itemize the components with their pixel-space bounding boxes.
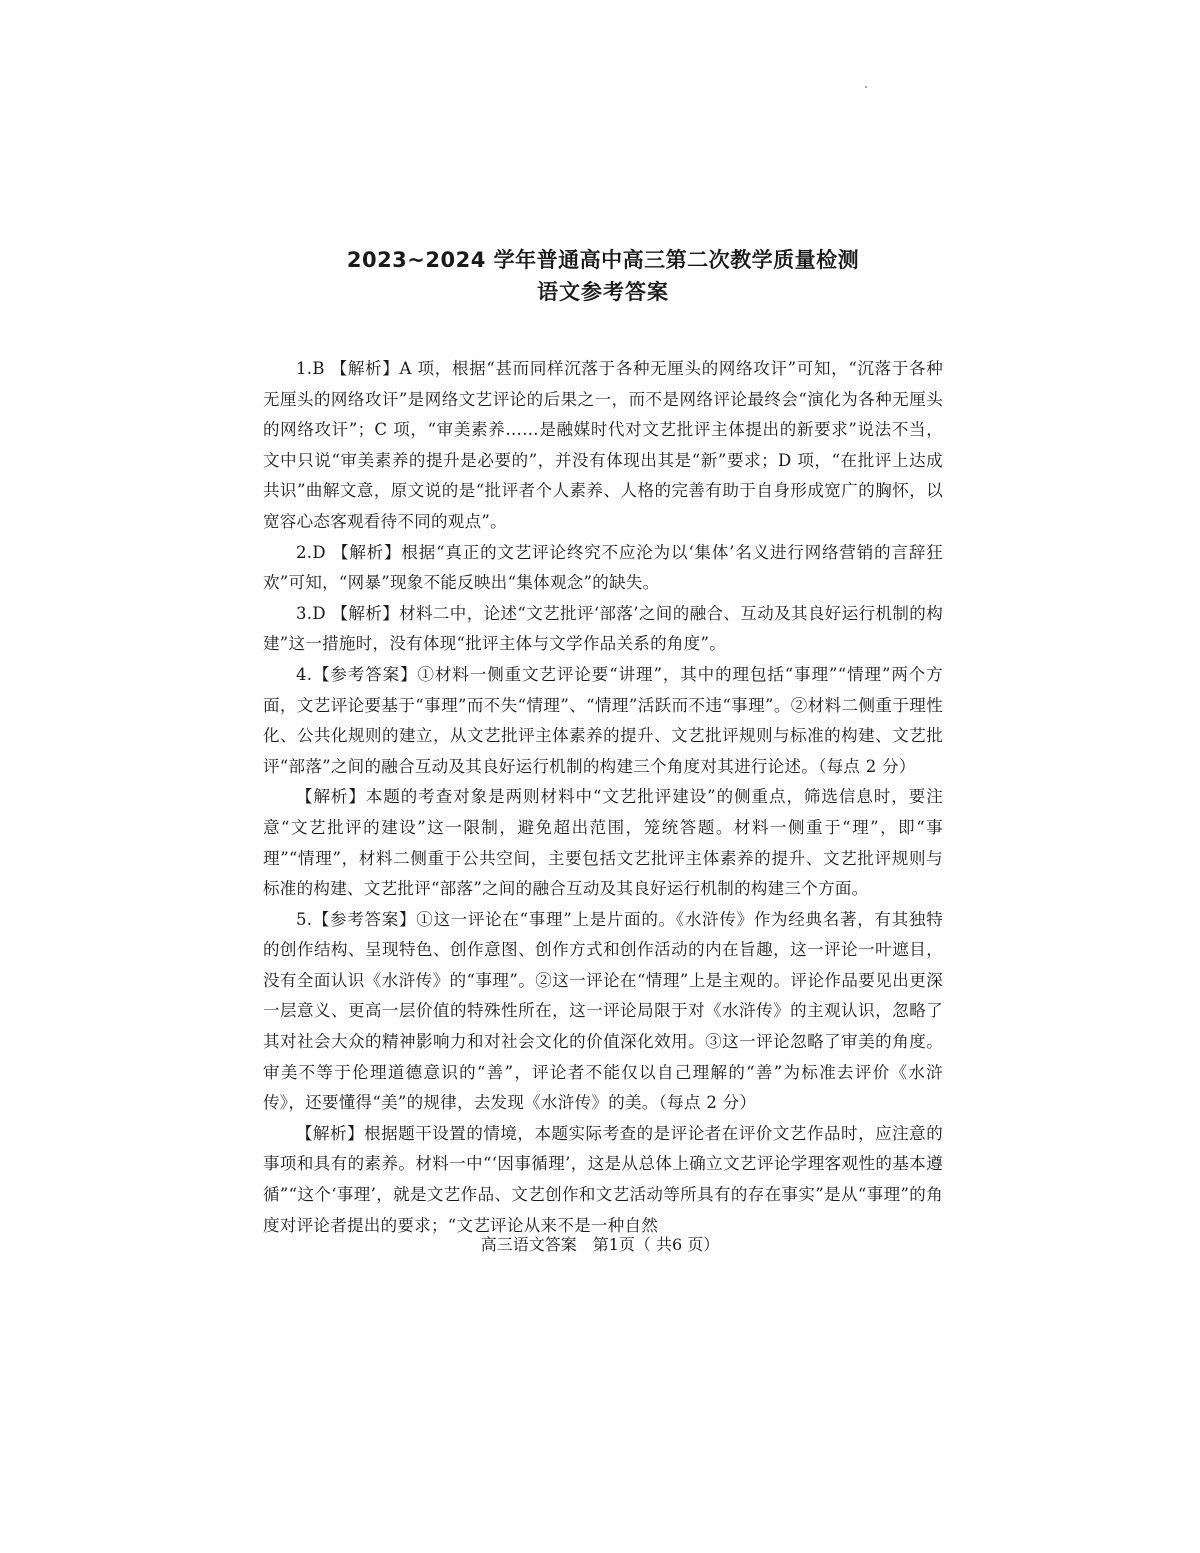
answer-paragraph-q1: 1.B 【解析】A 项，根据“甚而同样沉落于各种无厘头的网络攻讦”可知，“沉落于各种无厘头的网络攻讦”是网络文艺评论的后果之一，而不是网络评论最终会“演化为各种无厘头的网络攻讦”；C 项，“审美素养……是融媒时代对文艺批评主体提出的新要求”说法不当，文中只说“审美素养的提升是必要的”，并没有体现出其是“新”要求；D 项，“在批评上达成共识”曲解文意，原文说的是“批评者个人素养、人格的完善有助于自身形成宽广的胸怀，以宽容心态客观看待不同的观点”。 — [263, 359, 943, 531]
answer-paragraph-q4: 4.【参考答案】①材料一侧重文艺评论要“讲理”，其中的理包括“事理”“情理”两个方面，文艺评论要基于“事理”而不失“情理”、“情理”活跃而不违“事理”。②材料二侧重于理性化、公共化规则的建立，从文艺批评主体素养的提升、文艺批评规则与标准的构建、文艺批评“部落”之间的融合互动及其良好运行机制的构建三个角度对其进行论述。（每点 2 分） — [263, 664, 943, 776]
title-block — [263, 244, 943, 308]
answer-paragraph-q5: 5.【参考答案】①这一评论在“事理”上是片面的。《水浒传》作为经典名著，有其独特的创作结构、呈现特色、创作意图、创作方式和创作活动的内在旨趣，这一评论一叶遮目，没有全面认识《水浒传》的“事理”。②这一评论在“情理”上是主观的。评论作品要见出更深一层意义、更高一层价值的特殊性所在，这一评论局限于对《水浒传》的主观认识，忽略了其对社会大众的精神影响力和对社会文化的价值深化效用。③这一评论忽略了审美的角度。审美不等于伦理道德意识的“善”，评论者不能仅以自己理解的“善”为标准去评价《水浒传》，还要懂得“美”的规律，去发现《水浒传》的美。（每点 2 分） — [263, 909, 943, 1113]
document-subtitle: 语文参考答案 — [537, 280, 669, 304]
answer-document — [263, 244, 943, 1241]
answer-body — [263, 354, 943, 1241]
analysis-paragraph-q4: 【解析】本题的考查对象是两则材料中“文艺批评建设”的侧重点，筛选信息时，要注意“文艺批评的建设”这一限制，避免超出范围，笼统答题。材料一侧重于“理”，即“事理”“情理”，材料二侧重于公共空间，主要包括文艺批评主体素养的提升、文艺批评规则与标准的构建、文艺批评“部落”之间的融合互动及其良好运行机制的构建三个方面。 — [263, 787, 943, 899]
answer-paragraph-q2: 2.D 【解析】根据“真正的文艺评论终究不应沦为以‘集体’名义进行网络营销的言辞狂欢”可知，“网暴”现象不能反映出“集体观念”的缺失。 — [263, 542, 943, 593]
document-title: 2023~2024 学年普通高中高三第二次教学质量检测 — [346, 248, 860, 272]
analysis-paragraph-q5: 【解析】根据题干设置的情境，本题实际考查的是评论者在评价文艺作品时，应注意的事项和具有的素养。材料一中“‘因事循理’，这是从总体上确立文艺评论学理客观性的基本遵循”“这个‘事理’，就是文艺作品、文艺创作和文艺活动等所具有的存在事实”是从“事理”的角度对评论者提出的要求；“文艺评论从来不是一种自然 — [263, 1123, 943, 1235]
page-footer: 高三语文答案 第1页（ 共6 页） — [480, 1235, 720, 1254]
answer-paragraph-q3: 3.D 【解析】材料二中，论述“文艺批评‘部落’之间的融合、互动及其良好运行机制的构建”这一措施时，没有体现“批评主体与文学作品关系的角度”。 — [263, 603, 943, 654]
scan-speck — [865, 86, 867, 88]
